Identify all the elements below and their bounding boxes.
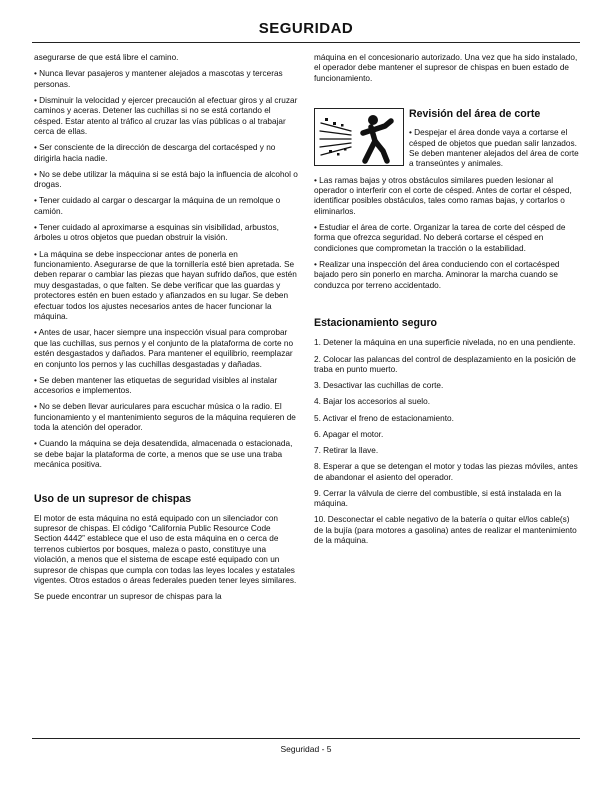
page-title: SEGURIDAD — [258, 20, 354, 37]
bullet-item: • Se deben mantener las etiquetas de seguridad visibles al instalar accesorios e implementos. — [34, 375, 278, 396]
bullet-item: • La máquina se debe inspeccionar antes de ponerla en funcionamiento. Asegurarse de que la tornillería esté bien apretada. Se deben reparar o cambiar las piezas que hayan sufrido daños, que estén muy desgastadas, o que falten. Se debe verificar que las guardas y protectores estén en buen estado y afianzados en su lugar. Se deben efectuar todos los ajustes necesarios antes de hacer funcionar la máquina. — [34, 249, 297, 322]
list-item: 2. Colocar las palancas del control de desplazamiento en la posición de traba en punto muerto. — [314, 354, 576, 374]
paragraph: máquina en el concesionario autorizado. Una vez que ha sido instalado, el operador debe mantener el supresor de chispas en buen estado de funcionamiento. — [314, 53, 578, 83]
bullet-item: • Antes de usar, hacer siempre una inspección visual para comprobar que las cuchillas, sus pernos y el conjunto de la plataforma de corte no estén desgastados y dañados. Para mantener el equilibrio, reemplazar en conjunto los pernos y las cuchillas desgastadas y dañadas. — [34, 328, 294, 369]
header-rule — [32, 42, 580, 43]
paragraph: El motor de esta máquina no está equipado con un silenciador con supresor de chispas. El código “California Public Resource Code Section 4442” establece que el uso de esta máquina en o cerca de terrenos cubiertos por bosques, maleza o pasto, constituye una violación, a menos que el sistema de escape esté equipado con un supresor de chispas que cumpla con todas las leyes locales y estatales vigentes. Otros estados o áreas federales pueden tener leyes similares. — [34, 513, 297, 586]
bullet-item: • Nunca llevar pasajeros y mantener alejados a mascotas y terceras personas. — [34, 69, 283, 89]
page-number: Seguridad - 5 — [280, 744, 332, 754]
bullet-item: • Estudiar el área de corte. Organizar la tarea de corte del césped de forma que ofrezca seguridad. No deberá cortarse el césped en condiciones que comprometan la tracción o la estabilidad. — [314, 223, 566, 253]
list-item: 10. Desconectar el cable negativo de la batería o quitar el/los cable(s) de la bujía (para motores a gasolina) antes de realizar el mantenimiento de la máquina. — [314, 515, 577, 546]
list-item: 6. Apagar el motor. — [314, 429, 384, 439]
bullet-item: • No se debe utilizar la máquina si se está bajo la influencia de alcohol o drogas. — [34, 169, 298, 190]
list-item: 1. Detener la máquina en una superficie nivelada, no en una pendiente. — [314, 338, 576, 348]
revision-heading: Revisión del área de corte — [409, 108, 541, 121]
list-item: 4. Bajar los accesorios al suelo. — [314, 397, 431, 407]
bullet-item: • Tener cuidado al cargar o descargar la máquina de un remolque o camión. — [34, 196, 281, 216]
paragraph: asegurarse de que está libre el camino. — [34, 53, 179, 62]
bullet-item: • Disminuir la velocidad y ejercer precaución al efectuar giros y al cruzar caminos y aceras. Detener las cuchillas si no se está cortando el césped. Estar atento al tráfico al cruzar las vías públicas o al trabajar cerca de ellas. — [34, 95, 298, 137]
bullet-item: • Cuando la máquina se deja desatendida, almacenada o estacionada, se debe bajar la plataforma de corte, a menos que se use una traba mecánica positiva. — [34, 439, 293, 470]
bullet-item: • Realizar una inspección del área conduciendo con el cortacésped bajado pero sin ponerlo en marcha. Aminorar la marcha cuando se conduzca por terreno accidentado. — [314, 260, 560, 290]
list-item: 8. Esperar a que se detengan el motor y todas las piezas móviles, antes de abandonar el asiento del operador. — [314, 462, 578, 482]
footer-rule — [32, 738, 580, 739]
right-column — [314, 53, 580, 552]
bullet-item: • No se deben llevar auriculares para escuchar música o la radio. El funcionamiento y el mantenimiento seguros de la máquina requieren de toda la atención del operador. — [34, 402, 296, 433]
revision-section — [314, 108, 580, 170]
parking-heading: Estacionamiento seguro — [314, 317, 438, 330]
bullet-item: • Despejar el área donde vaya a cortarse el césped de objetos que puedan salir lanzados. Se deben mantener alejados del área de corte a transeúntes y animales. — [409, 128, 579, 169]
spark-arrestor-heading: Uso de un supresor de chispas — [34, 492, 192, 505]
list-item: 3. Desactivar las cuchillas de corte. — [314, 381, 444, 391]
list-item: 9. Cerrar la válvula de cierre del combustible, si está instalada en la máquina. — [314, 488, 562, 509]
bullet-item: • Ser consciente de la dirección de descarga del cortacésped y no dirigirla hacia nadie. — [34, 143, 276, 163]
list-item: 5. Activar el freno de estacionamiento. — [314, 413, 454, 423]
thrown-objects-icon — [314, 108, 404, 166]
bullet-item: • Las ramas bajas y otros obstáculos similares pueden lesionar al operador o interferir con el corte de césped. Antes de cortar el césped, identificar posibles obstáculos, tales como ramas bajas, y cortarlos o eliminarlos. — [314, 175, 572, 216]
left-column — [34, 53, 298, 608]
list-item: 7. Retirar la llave. — [314, 445, 379, 455]
paragraph: Se puede encontrar un supresor de chispas para la — [34, 592, 222, 602]
bullet-item: • Tener cuidado al aproximarse a esquinas sin visibilidad, arbustos, árboles u otros objetos que puedan obstruir la visión. — [34, 223, 279, 243]
